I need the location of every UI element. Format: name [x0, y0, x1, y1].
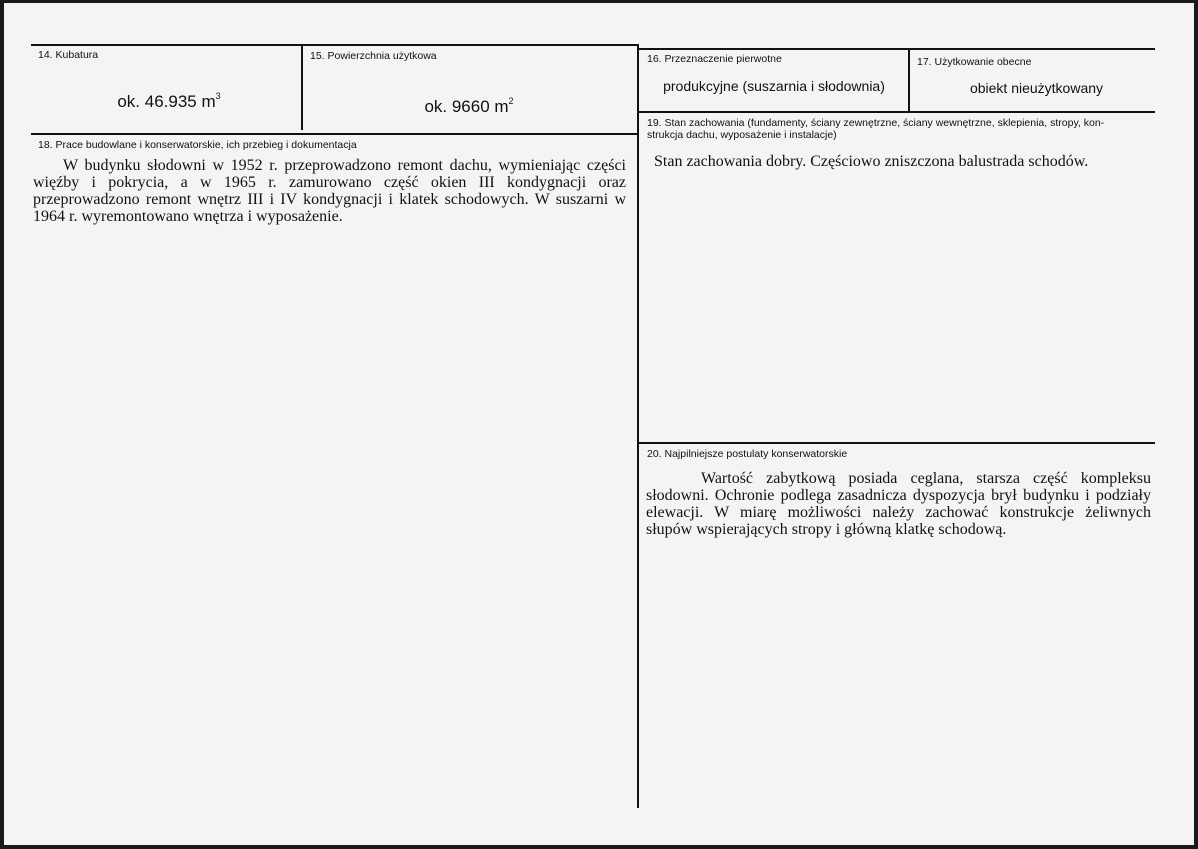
prace-text: W budynku słodowni w 1952 r. przeprowadzono remont dachu, wymieniając części więźby i pokrycia, a w 1965 r. zamurowano część okien III kondygnacji oraz przeprowadzono remont wnętrz III i IV kondygnacji i klatek schodowych. W suszarni w 1964 r. wyremontowano wnętrza i wyposażenie.	[33, 157, 626, 225]
przeznaczenie-label: 16. Przeznaczenie pierwotne	[647, 53, 782, 65]
center-divider	[637, 44, 639, 808]
form-page	[4, 3, 1194, 845]
top-border-left	[31, 44, 638, 46]
stan-text: Stan zachowania dobry. Częściowo zniszczona balustrada schodów.	[654, 153, 1089, 170]
przeznaczenie-value: produkcyjne (suszarnia i słodownia)	[663, 78, 885, 94]
divider-19-20	[638, 442, 1155, 444]
uzytkowanie-value: obiekt nieużytkowany	[969, 80, 1104, 96]
kubatura-label: 14. Kubatura	[38, 49, 99, 61]
postulaty-text: Wartość zabytkową posiada ceglana, starsza część kompleksu słodowni. Ochronie podlega zasadnicza dyspozycja brył budynku i podziały elewacji. W miarę możliwości należy zachować konstrukcje żeliwnych słupów wspierających stropy i główną klatkę schodową.	[646, 470, 1151, 538]
postulaty-label: 20. Najpilniejsze postulaty konserwatorskie	[647, 448, 848, 460]
stan-label-line1: 19. Stan zachowania (fundamenty, ściany zewnętrzne, ściany wewnętrzne, sklepienia, stropy, kon-	[647, 117, 1105, 129]
stan-label-line2: strukcja dachu, wyposażenie i instalacje)	[647, 129, 837, 141]
prace-label: 18. Prace budowlane i konserwatorskie, ich przebieg i dokumentacja	[38, 139, 357, 151]
top-border-right	[638, 48, 1155, 50]
powierzchnia-value: ok. 9660 $m^2$	[424, 96, 514, 116]
row-divider-right	[638, 111, 1155, 113]
powierzchnia-label: 15. Powierzchnia użytkowa	[310, 50, 437, 62]
divider-14-15	[301, 44, 303, 130]
divider-16-17	[908, 48, 910, 112]
kubatura-value: ok. 46.935 $m^3$	[117, 91, 221, 111]
uzytkowanie-label: 17. Użytkowanie obecne	[917, 56, 1032, 68]
row-divider-left	[31, 133, 638, 135]
